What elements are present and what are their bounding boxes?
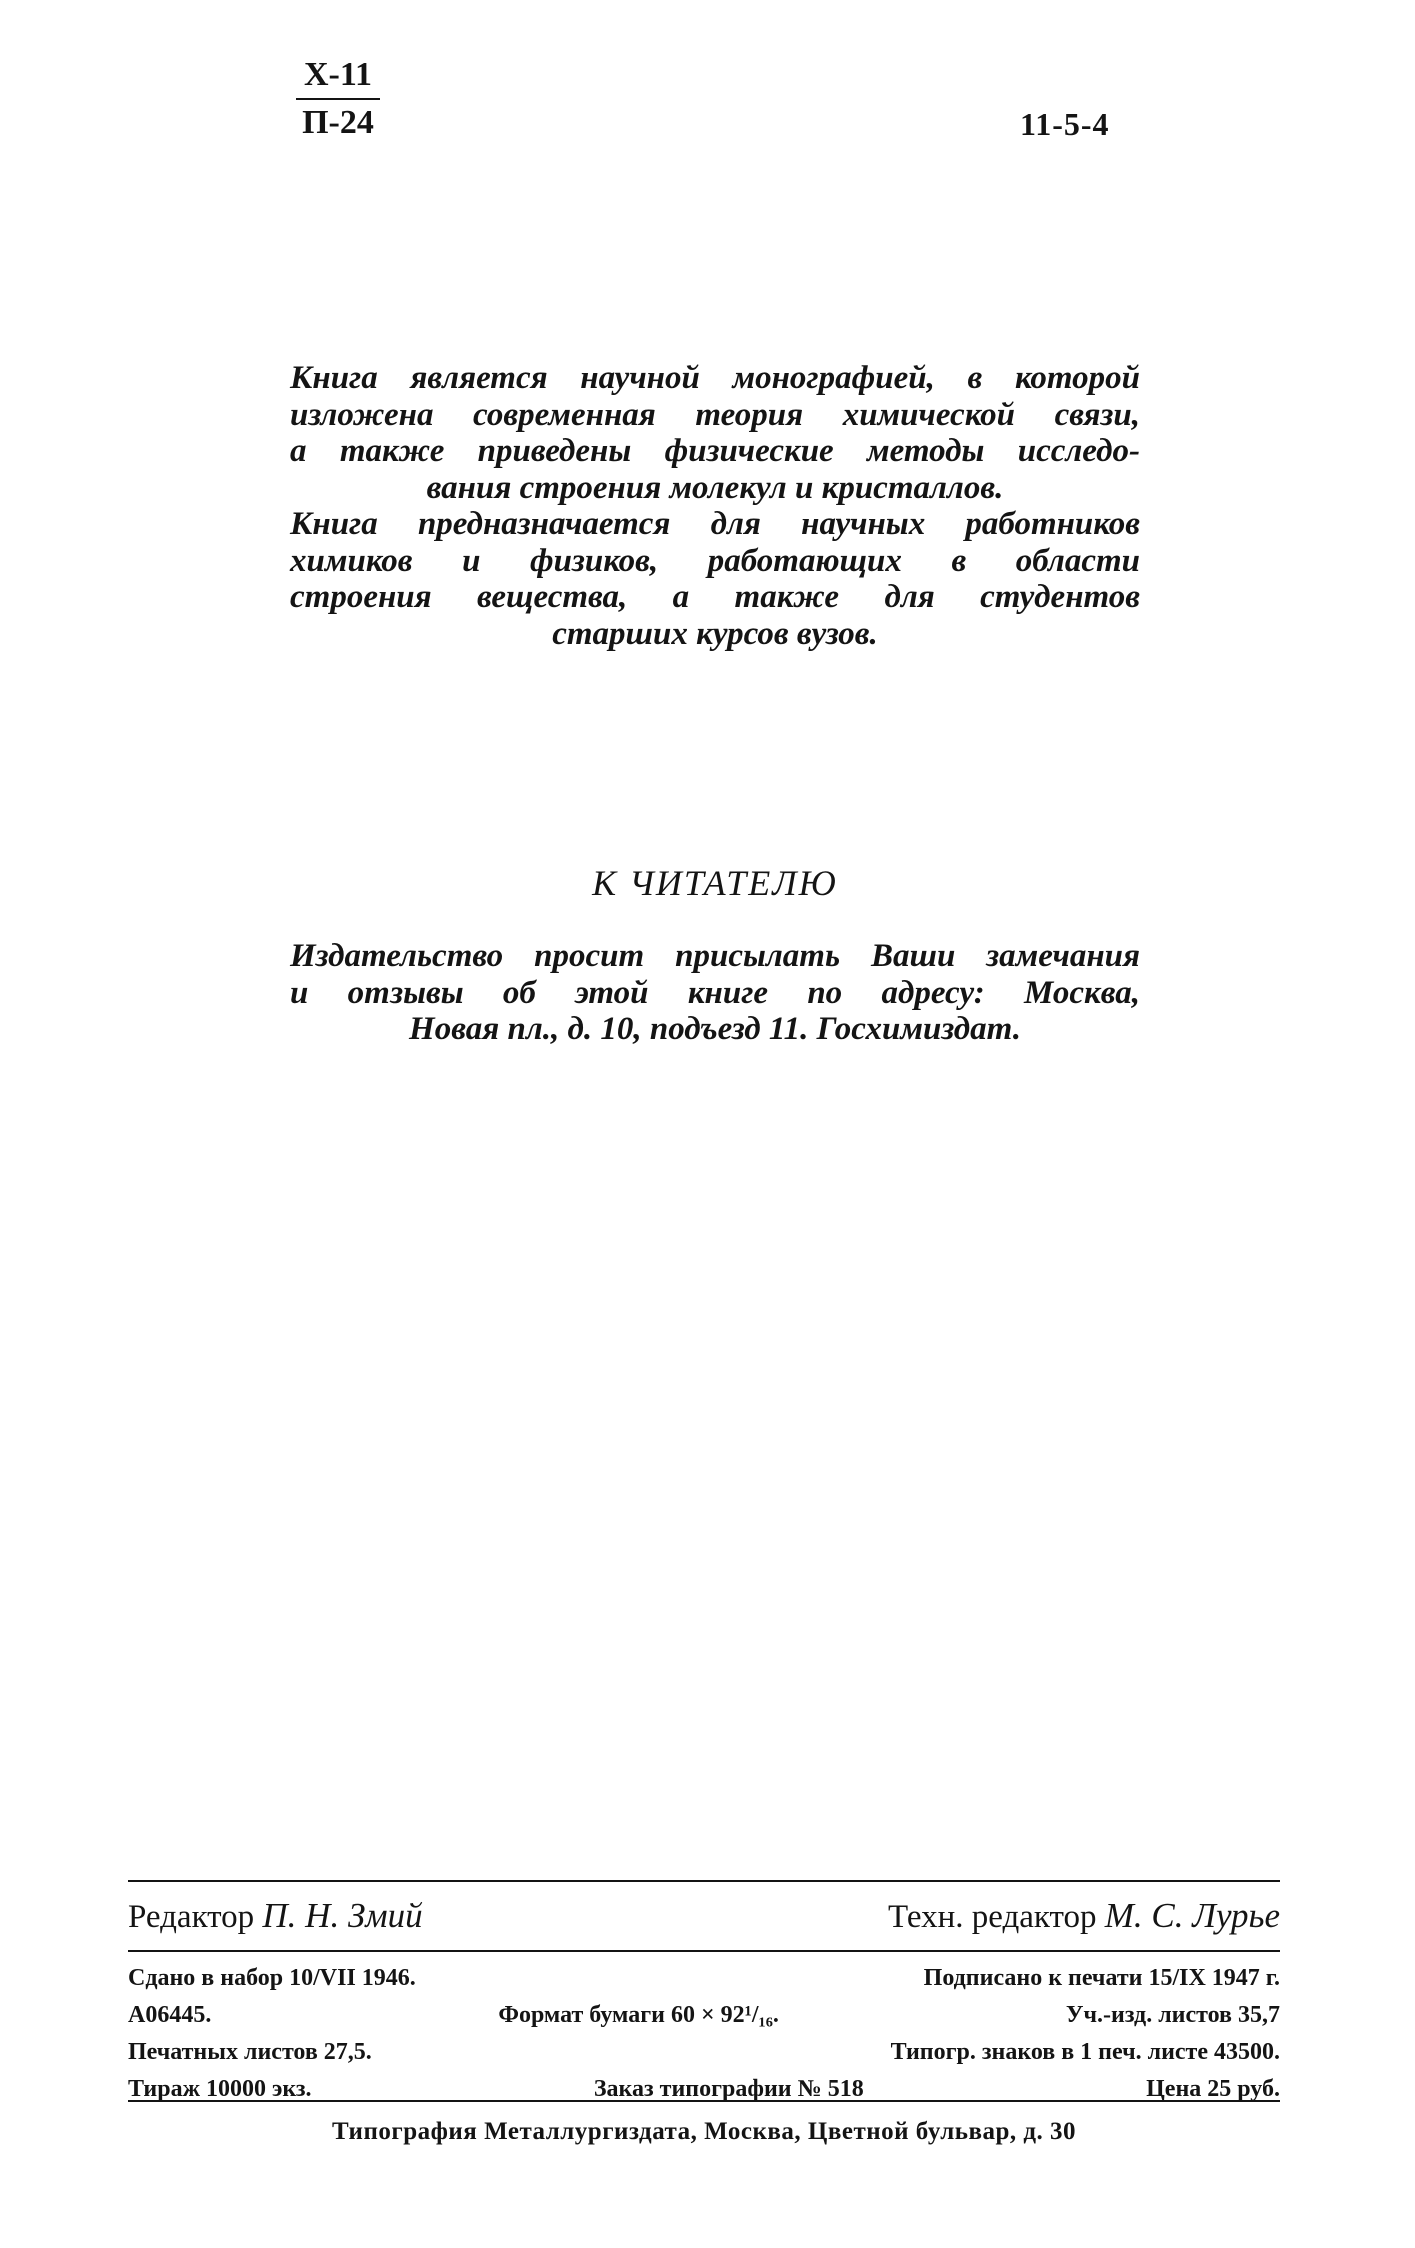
typesetting-date: Сдано в набор 10/VII 1946. [128,1965,416,1991]
classification-top: Х-11 [296,58,380,100]
printer-line: Типография Металлургиздата, Москва, Цветной бульвар, д. 30 [331,2118,1077,2145]
imprint-row [128,2034,1280,2071]
annotation-line: вания строения молекул и кристаллов. [426,469,1004,506]
editors-line [128,1896,1280,1942]
reader-line: Издательство просит присылать Ваши замечания [290,938,1140,974]
annotation-line: строения вещества, а также для студентов [290,579,1140,615]
tech-editor-label: Техн. редактор [887,1899,1097,1935]
imprint-middle-rule [128,1950,1280,1952]
editor [128,1896,423,1936]
publisher-sheets: Уч.-изд. листов 35,7 [1065,2002,1280,2028]
imprint-bottom-rule [128,2100,1280,2102]
annotation [290,360,1140,652]
reader-line: и отзывы об этой книге по адресу: Москва, [290,974,1140,1011]
classification-bottom: П-24 [302,104,374,141]
editor-label: Редактор [128,1899,255,1935]
editor-name: П. Н. Змий [262,1896,423,1935]
annotation-line: старших курсов вузов. [552,615,878,652]
imprint-row [128,1960,1280,1997]
reader-line: Новая пл., д. 10, подъезд 11. Госхимиздат. [409,1011,1021,1047]
annotation-line: Книга является научной монографией, в которой [290,360,1140,396]
index-code: 11-5-4 [1020,106,1110,142]
paper-format: Формат бумаги 60 × 92¹/₁₆. [498,2002,779,2028]
printed-sheets: Печатных листов 27,5. [128,2039,372,2065]
chars-per-sheet: Типогр. знаков в 1 печ. листе 43500. [890,2039,1280,2065]
annotation-line: Книга предназначается для научных работников [290,506,1140,542]
price: Цена 25 руб. [1146,2076,1280,2102]
annotation-line: химиков и физиков, работающих в области [290,542,1140,579]
tech-editor-name: М. С. Лурье [1104,1896,1280,1935]
annotation-line: изложена современная теория химической связи, [290,396,1140,433]
reader-title: К ЧИТАТЕЛЮ [592,863,838,903]
imprint-row [128,2071,1280,2108]
tech-editor [888,1896,1280,1936]
imprint-row [128,1997,1280,2034]
printing-order: Заказ типографии № 518 [593,2076,864,2102]
annotation-line: а также приведены физические методы исследо- [290,433,1140,469]
imprint-top-rule [128,1880,1280,1882]
print-run: Тираж 10000 экз. [128,2076,312,2102]
imprint-details [128,1960,1280,2108]
classification-code [296,58,380,140]
signed-to-print: Подписано к печати 15/IX 1947 г. [923,1965,1280,1991]
reader-text [290,938,1140,1048]
license-number: А06445. [128,2002,212,2028]
